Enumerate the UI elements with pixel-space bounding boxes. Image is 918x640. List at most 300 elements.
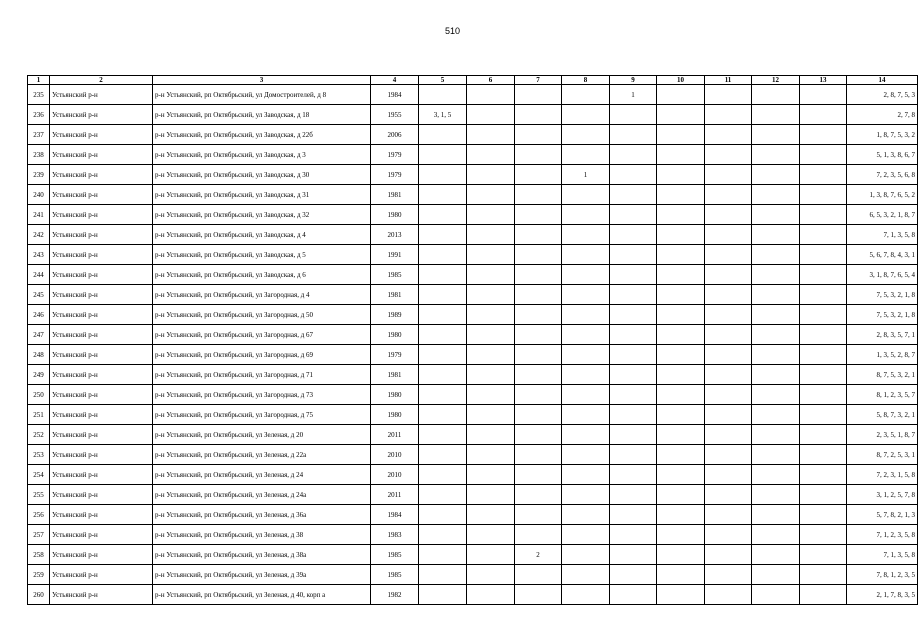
table-cell: 3, 1, 5 <box>419 105 467 125</box>
table-cell <box>562 245 610 265</box>
table-cell: 1 <box>610 85 657 105</box>
table-cell <box>705 305 752 325</box>
table-cell <box>705 405 752 425</box>
table-cell <box>610 445 657 465</box>
table-cell: 2, 1, 7, 8, 3, 5 <box>847 585 918 605</box>
table-cell <box>419 165 467 185</box>
table-cell: р-н Устьянский, рп Октябрьский, ул Загородная, д 73 <box>153 385 371 405</box>
table-cell <box>705 565 752 585</box>
table-cell: 7, 1, 3, 5, 8 <box>847 225 918 245</box>
table-cell <box>515 485 562 505</box>
table-cell <box>562 485 610 505</box>
table-cell <box>467 585 515 605</box>
table-cell: 246 <box>28 305 50 325</box>
table-cell: 1981 <box>371 365 419 385</box>
table-cell <box>705 285 752 305</box>
table-cell <box>752 405 800 425</box>
table-cell <box>419 505 467 525</box>
column-header: 5 <box>419 76 467 85</box>
column-header: 4 <box>371 76 419 85</box>
table-cell: 250 <box>28 385 50 405</box>
table-cell: р-н Устьянский, рп Октябрьский, ул Загородная, д 71 <box>153 365 371 385</box>
column-header: 10 <box>657 76 705 85</box>
table-cell: 235 <box>28 85 50 105</box>
table-cell: 249 <box>28 365 50 385</box>
table-cell: р-н Устьянский, рп Октябрьский, ул Заводская, д 3 <box>153 145 371 165</box>
table-cell <box>657 105 705 125</box>
table-cell <box>610 465 657 485</box>
table-cell <box>752 225 800 245</box>
table-cell: р-н Устьянский, рп Октябрьский, ул Заводская, д 30 <box>153 165 371 185</box>
table-cell <box>657 365 705 385</box>
table-cell <box>419 125 467 145</box>
table-cell: 1982 <box>371 585 419 605</box>
table-cell <box>800 465 847 485</box>
table-cell <box>467 185 515 205</box>
table-cell <box>419 85 467 105</box>
table-cell <box>705 365 752 385</box>
table-cell <box>467 245 515 265</box>
table-cell: 8, 7, 2, 5, 3, 1 <box>847 445 918 465</box>
table-cell: 238 <box>28 145 50 165</box>
table-cell: Устьянский р-н <box>50 105 153 125</box>
table-cell <box>515 265 562 285</box>
table-cell <box>610 305 657 325</box>
table-row <box>28 265 918 285</box>
table-row <box>28 145 918 165</box>
table-cell: 247 <box>28 325 50 345</box>
table-row <box>28 125 918 145</box>
table-cell: Устьянский р-н <box>50 525 153 545</box>
page-number: 510 <box>444 26 461 36</box>
table-cell: р-н Устьянский, рп Октябрьский, ул Зеленая, д 39а <box>153 565 371 585</box>
table-row <box>28 425 918 445</box>
table-cell: 7, 1, 2, 3, 5, 8 <box>847 525 918 545</box>
table-cell <box>752 125 800 145</box>
table-cell <box>467 305 515 325</box>
table-cell <box>610 565 657 585</box>
table-cell <box>515 285 562 305</box>
column-header: 7 <box>515 76 562 85</box>
table-cell: 1985 <box>371 265 419 285</box>
table-cell: 236 <box>28 105 50 125</box>
table-cell <box>419 545 467 565</box>
table-cell <box>467 505 515 525</box>
table-cell: Устьянский р-н <box>50 385 153 405</box>
table-cell <box>752 325 800 345</box>
table-cell: р-н Устьянский, рп Октябрьский, ул Зеленая, д 24а <box>153 485 371 505</box>
table-cell: 1980 <box>371 325 419 345</box>
table-cell <box>562 345 610 365</box>
table-cell: р-н Устьянский, рп Октябрьский, ул Загородная, д 69 <box>153 345 371 365</box>
table-cell: 1, 3, 5, 2, 8, 7 <box>847 345 918 365</box>
table-row <box>28 85 918 105</box>
table-cell: 1984 <box>371 505 419 525</box>
table-cell <box>657 445 705 465</box>
table-cell: 1985 <box>371 565 419 585</box>
table-row <box>28 105 918 125</box>
table-cell <box>515 325 562 345</box>
table-cell: р-н Устьянский, рп Октябрьский, ул Зеленая, д 40, корп а <box>153 585 371 605</box>
table-cell <box>610 285 657 305</box>
table-cell <box>752 165 800 185</box>
table-cell: 2010 <box>371 445 419 465</box>
table-cell <box>657 205 705 225</box>
table-cell <box>800 165 847 185</box>
table-row <box>28 405 918 425</box>
table-cell: 6, 5, 3, 2, 1, 8, 7 <box>847 205 918 225</box>
table-cell <box>752 145 800 165</box>
table-cell <box>562 365 610 385</box>
table-cell <box>657 565 705 585</box>
column-header: 13 <box>800 76 847 85</box>
table-row <box>28 485 918 505</box>
table-cell: 248 <box>28 345 50 365</box>
table-cell: 1980 <box>371 385 419 405</box>
table-cell <box>800 345 847 365</box>
table-cell: р-н Устьянский, рп Октябрьский, ул Заводская, д 18 <box>153 105 371 125</box>
table-cell: 2013 <box>371 225 419 245</box>
table-cell: Устьянский р-н <box>50 425 153 445</box>
table-cell: р-н Устьянский, рп Октябрьский, ул Заводская, д 32 <box>153 205 371 225</box>
table-cell <box>752 205 800 225</box>
table-cell <box>515 185 562 205</box>
table-cell <box>705 265 752 285</box>
table-cell <box>610 185 657 205</box>
table-cell <box>752 445 800 465</box>
table-cell <box>419 565 467 585</box>
column-header: 1 <box>28 76 50 85</box>
table-cell: р-н Устьянский, рп Октябрьский, ул Зеленая, д 24 <box>153 465 371 485</box>
table-cell <box>752 185 800 205</box>
table-cell <box>657 405 705 425</box>
table-cell: Устьянский р-н <box>50 485 153 505</box>
table-cell: Устьянский р-н <box>50 345 153 365</box>
table-cell <box>657 285 705 305</box>
column-header: 6 <box>467 76 515 85</box>
table-cell: р-н Устьянский, рп Октябрьский, ул Заводская, д 5 <box>153 245 371 265</box>
table-cell: 5, 1, 3, 8, 6, 7 <box>847 145 918 165</box>
table-cell <box>467 385 515 405</box>
table-cell <box>467 445 515 465</box>
table-cell <box>467 265 515 285</box>
table-cell <box>705 425 752 445</box>
table-cell <box>800 105 847 125</box>
table-cell <box>419 445 467 465</box>
table-cell <box>705 225 752 245</box>
table-cell <box>515 505 562 525</box>
table-cell: Устьянский р-н <box>50 585 153 605</box>
table-cell: 2, 8, 7, 5, 3 <box>847 85 918 105</box>
table-cell <box>705 485 752 505</box>
table-cell <box>562 505 610 525</box>
table-cell: 253 <box>28 445 50 465</box>
table-cell <box>467 525 515 545</box>
table-cell <box>515 125 562 145</box>
table-cell <box>515 365 562 385</box>
table-cell: 1989 <box>371 305 419 325</box>
table-cell <box>515 305 562 325</box>
table-cell <box>610 345 657 365</box>
table-cell <box>705 585 752 605</box>
table-cell: 241 <box>28 205 50 225</box>
table-cell: р-н Устьянский, рп Октябрьский, ул Заводская, д 6 <box>153 265 371 285</box>
table-cell: 8, 1, 2, 3, 5, 7 <box>847 385 918 405</box>
table-cell: 5, 8, 7, 3, 2, 1 <box>847 405 918 425</box>
table-row <box>28 225 918 245</box>
table-cell <box>657 525 705 545</box>
table-cell <box>562 565 610 585</box>
table-cell <box>562 305 610 325</box>
table-cell <box>657 545 705 565</box>
table-cell <box>752 425 800 445</box>
table-cell: 252 <box>28 425 50 445</box>
table-cell <box>752 465 800 485</box>
table-cell <box>800 505 847 525</box>
table-cell <box>419 325 467 345</box>
table-cell <box>800 285 847 305</box>
table-cell: р-н Устьянский, рп Октябрьский, ул Зеленая, д 20 <box>153 425 371 445</box>
table-row <box>28 445 918 465</box>
table-cell: Устьянский р-н <box>50 465 153 485</box>
table-cell <box>610 505 657 525</box>
table-cell: р-н Устьянский, рп Октябрьский, ул Загородная, д 50 <box>153 305 371 325</box>
table-cell <box>419 585 467 605</box>
table-cell <box>610 145 657 165</box>
table-cell <box>752 385 800 405</box>
table-cell <box>515 225 562 245</box>
table-cell <box>752 505 800 525</box>
table-cell <box>705 205 752 225</box>
table-cell: р-н Устьянский, рп Октябрьский, ул Заводская, д 4 <box>153 225 371 245</box>
column-header: 14 <box>847 76 918 85</box>
table-cell: 240 <box>28 185 50 205</box>
table-cell <box>800 585 847 605</box>
table-cell <box>657 345 705 365</box>
table-cell <box>752 305 800 325</box>
table-cell <box>800 305 847 325</box>
table-row <box>28 565 918 585</box>
table-cell: Устьянский р-н <box>50 305 153 325</box>
column-header: 9 <box>610 76 657 85</box>
table-cell <box>610 225 657 245</box>
table-cell: 1991 <box>371 245 419 265</box>
table-cell <box>800 225 847 245</box>
table-cell <box>515 525 562 545</box>
table-cell: 2011 <box>371 425 419 445</box>
table-cell <box>467 365 515 385</box>
table-cell <box>705 165 752 185</box>
table-cell: Устьянский р-н <box>50 565 153 585</box>
table-cell <box>610 585 657 605</box>
table-cell <box>562 385 610 405</box>
table-cell <box>752 285 800 305</box>
table-cell <box>705 525 752 545</box>
table-cell: 1955 <box>371 105 419 125</box>
table-cell <box>657 245 705 265</box>
table-cell: Устьянский р-н <box>50 545 153 565</box>
table-cell: р-н Устьянский, рп Октябрьский, ул Зеленая, д 22а <box>153 445 371 465</box>
table-cell: р-н Устьянский, рп Октябрьский, ул Загородная, д 67 <box>153 325 371 345</box>
table-cell <box>610 105 657 125</box>
table-cell: р-н Устьянский, рп Октябрьский, ул Загородная, д 4 <box>153 285 371 305</box>
table-cell: 1979 <box>371 345 419 365</box>
table-cell <box>515 205 562 225</box>
table-cell <box>562 285 610 305</box>
table-cell <box>752 525 800 545</box>
table-row <box>28 585 918 605</box>
table-cell <box>610 245 657 265</box>
table-row <box>28 365 918 385</box>
table-cell: 3, 1, 8, 7, 6, 5, 4 <box>847 265 918 285</box>
table-cell <box>752 585 800 605</box>
table-cell <box>515 245 562 265</box>
table-cell <box>610 205 657 225</box>
table-cell <box>705 505 752 525</box>
table-cell <box>610 405 657 425</box>
table-cell <box>705 105 752 125</box>
table-cell: 1981 <box>371 185 419 205</box>
table-cell <box>657 585 705 605</box>
table-cell <box>515 585 562 605</box>
table-row <box>28 165 918 185</box>
table-row <box>28 185 918 205</box>
table-cell: Устьянский р-н <box>50 205 153 225</box>
table-cell: Устьянский р-н <box>50 145 153 165</box>
table-row <box>28 465 918 485</box>
column-header: 12 <box>752 76 800 85</box>
table-cell <box>800 205 847 225</box>
table-row <box>28 205 918 225</box>
table-cell: 257 <box>28 525 50 545</box>
table-cell <box>800 85 847 105</box>
table-cell <box>562 545 610 565</box>
table-cell <box>705 125 752 145</box>
table-row <box>28 505 918 525</box>
table-cell: Устьянский р-н <box>50 185 153 205</box>
table-cell <box>419 525 467 545</box>
table-cell <box>515 405 562 425</box>
table-cell <box>800 545 847 565</box>
table-cell <box>610 485 657 505</box>
table-cell <box>562 105 610 125</box>
table-cell <box>515 445 562 465</box>
table-cell: Устьянский р-н <box>50 445 153 465</box>
table-cell: 1983 <box>371 525 419 545</box>
table-cell <box>419 465 467 485</box>
table-cell <box>800 265 847 285</box>
table-cell: 1985 <box>371 545 419 565</box>
table-cell <box>800 325 847 345</box>
table-cell <box>705 185 752 205</box>
data-table <box>27 75 918 605</box>
table-cell: 7, 2, 3, 1, 5, 8 <box>847 465 918 485</box>
table-cell: Устьянский р-н <box>50 505 153 525</box>
table-cell <box>419 285 467 305</box>
table-cell <box>657 265 705 285</box>
table-cell: Устьянский р-н <box>50 85 153 105</box>
table-cell: Устьянский р-н <box>50 125 153 145</box>
table-cell <box>467 145 515 165</box>
table-cell: 5, 6, 7, 8, 4, 3, 1 <box>847 245 918 265</box>
table-cell <box>419 365 467 385</box>
table-cell: Устьянский р-н <box>50 325 153 345</box>
table-cell: 3, 1, 2, 5, 7, 8 <box>847 485 918 505</box>
table-cell <box>800 405 847 425</box>
table-cell <box>800 525 847 545</box>
table-cell: 7, 8, 1, 2, 3, 5 <box>847 565 918 585</box>
table-cell: 255 <box>28 485 50 505</box>
table-cell <box>752 85 800 105</box>
table-cell <box>752 265 800 285</box>
table-cell <box>800 365 847 385</box>
table-row <box>28 525 918 545</box>
table-cell <box>657 125 705 145</box>
table-cell <box>515 425 562 445</box>
table-cell <box>705 445 752 465</box>
table-cell <box>515 105 562 125</box>
table-cell <box>800 185 847 205</box>
table-cell <box>419 205 467 225</box>
table-cell <box>562 225 610 245</box>
table-row <box>28 305 918 325</box>
table-cell <box>705 85 752 105</box>
table-cell <box>419 185 467 205</box>
table-cell <box>800 385 847 405</box>
table-cell: 7, 2, 3, 5, 6, 8 <box>847 165 918 185</box>
table-cell <box>467 545 515 565</box>
table-cell: 2, 8, 3, 5, 7, 1 <box>847 325 918 345</box>
table-cell <box>610 525 657 545</box>
table-cell: 239 <box>28 165 50 185</box>
table-cell <box>467 165 515 185</box>
table-cell <box>610 125 657 145</box>
table-cell <box>610 385 657 405</box>
table-cell: Устьянский р-н <box>50 365 153 385</box>
table-cell <box>657 225 705 245</box>
table-cell <box>419 345 467 365</box>
table-cell: р-н Устьянский, рп Октябрьский, ул Загородная, д 75 <box>153 405 371 425</box>
table-cell <box>657 485 705 505</box>
table-cell: 1980 <box>371 405 419 425</box>
table-cell <box>467 105 515 125</box>
table-row <box>28 325 918 345</box>
table-cell <box>657 385 705 405</box>
table-cell <box>562 405 610 425</box>
table-cell <box>419 425 467 445</box>
table-cell <box>562 265 610 285</box>
table-cell: 1979 <box>371 165 419 185</box>
table-cell <box>800 565 847 585</box>
table-cell: 260 <box>28 585 50 605</box>
table-cell: 2006 <box>371 125 419 145</box>
table-cell: 243 <box>28 245 50 265</box>
table-cell <box>515 385 562 405</box>
table-row <box>28 385 918 405</box>
table-cell <box>515 465 562 485</box>
table-cell <box>419 245 467 265</box>
table-cell: р-н Устьянский, рп Октябрьский, ул Заводская, д 31 <box>153 185 371 205</box>
table-cell: 245 <box>28 285 50 305</box>
table-cell: 1 <box>562 165 610 185</box>
table-cell <box>467 565 515 585</box>
header-row <box>28 76 918 85</box>
table-cell <box>705 145 752 165</box>
table-cell: 2 <box>515 545 562 565</box>
table-cell: 1, 3, 8, 7, 6, 5, 2 <box>847 185 918 205</box>
table-cell: 5, 7, 8, 2, 1, 3 <box>847 505 918 525</box>
table-cell <box>705 545 752 565</box>
